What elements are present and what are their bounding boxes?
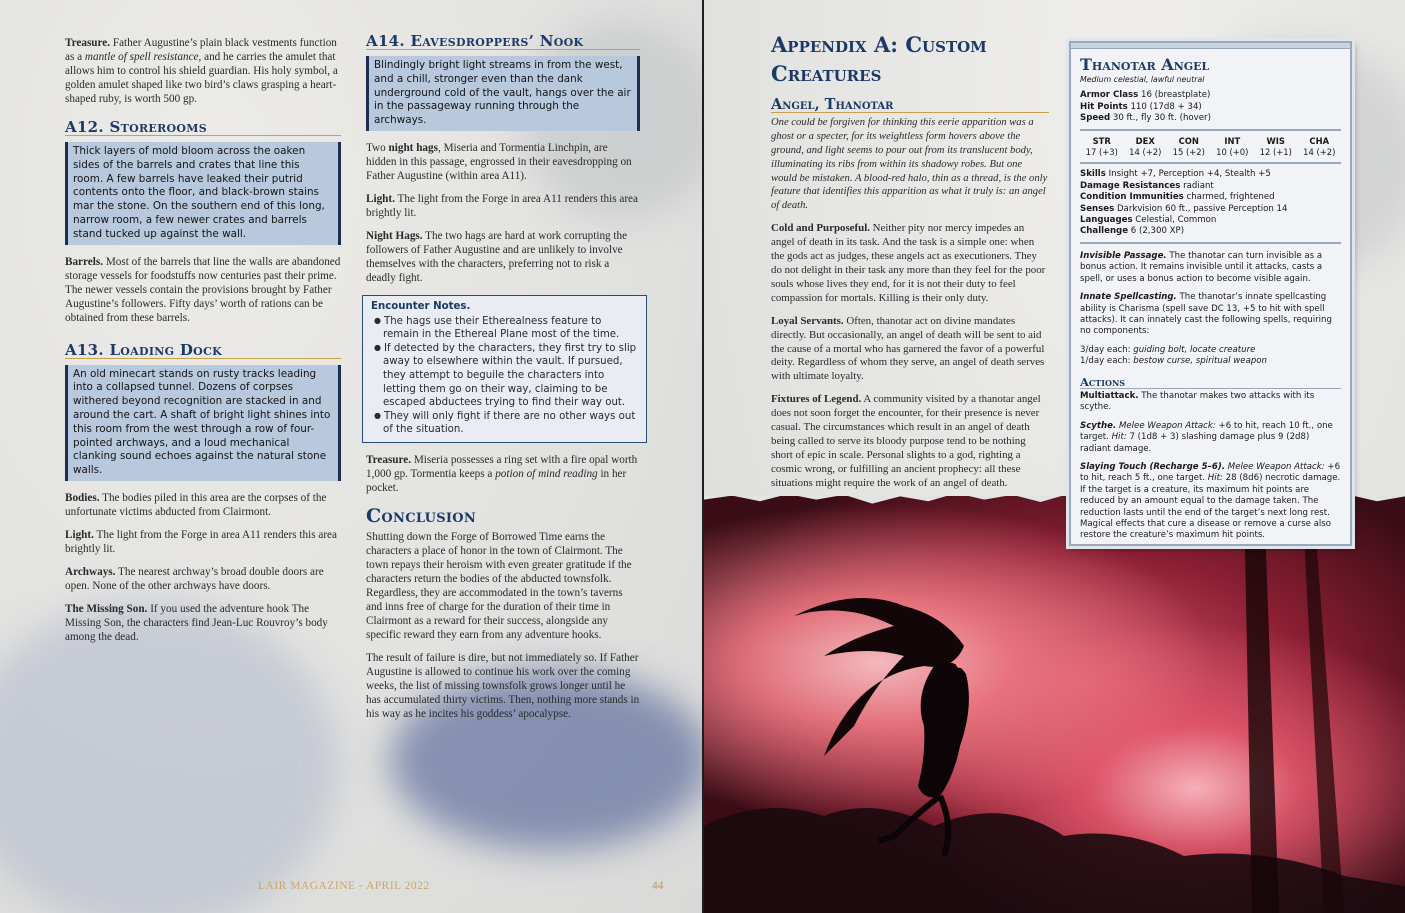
section-heading-a13: A13. Loading Dock: [65, 343, 341, 359]
conclusion-paragraph: The result of failure is dire, but not immediately so. If Father Augustine is allowed to continue his work over the coming weeks, the list of missing townsfolk grows longer until he has accumulated thirty victims. Then, nothing more stands in his way as he incites his goddess’ apocalypse.: [366, 651, 640, 720]
page-number: 44: [652, 880, 664, 892]
section-heading-a14: A14. Eavesdroppers’ Nook: [366, 34, 640, 50]
section-heading-conclusion: Conclusion: [366, 504, 477, 527]
cold-purposeful-paragraph: Cold and Purposeful. Neither pity nor mercy impedes an angel of death in its task. And the task is a simple one: when the gods act as judges, these angels act as executioners. They do not delight in their task any more than they feel for the poor souls whose lives they end, for it is not their duty to feel compassion for mortals. Killing is their only duty.: [771, 222, 1046, 304]
treasure-paragraph: Treasure. Father Augustine’s plain black vestments function as a mantle of spell resistance, and he carries the amulet that allows him to control his shield guardian. His holy symbol, a golden amulet shaped like two bird’s claws grasping a heart-shaped ruby, is worth 500 gp.: [65, 37, 338, 105]
ability-score: 10 (+0): [1216, 147, 1249, 158]
encounter-notes-list: [371, 315, 640, 437]
ability-name: WIS: [1266, 135, 1285, 146]
left-column-1: [65, 36, 341, 653]
challenge: Challenge 6 (2,300 XP): [1080, 226, 1185, 237]
scythe-action: Scythe. Melee Weapon Attack: +6 to hit, reach 10 ft., one target. Hit: 7 (1d8 + 3) slashing damage plus 9 (2d8) radiant damage.: [1080, 420, 1333, 454]
creature-intro: One could be forgiven for thinking this eerie apparition was a ghost or a specter, for its weightless form hovers above the ground, and light seems to pour out from its translucent body, illuminating its ribs from within its shadowy robes. But one would be mistaken. A blood-red halo, thin as a thread, is the only feature that identifies this apparition as what it truly is: an angel of death.: [771, 116, 1048, 212]
list-item: ● They will only fight if there are no other ways out of the situation.: [371, 410, 640, 437]
archways-paragraph: Archways. The nearest archway’s broad double doors are open. None of the other archways have doors.: [65, 565, 324, 592]
multiattack-action: Multiattack. The thanotar makes two attacks with its scythe.: [1080, 390, 1315, 413]
light-paragraph: Light. The light from the Forge in area A11 renders this area brightly lit.: [65, 528, 337, 555]
ability-score: 12 (+1): [1259, 147, 1292, 158]
stat-block: [1069, 41, 1352, 546]
bodies-paragraph: Bodies. The bodies piled in this area are the corpses of the unfortunate victims abducted from Clairmont.: [65, 491, 327, 518]
statblock-cap: [1071, 43, 1350, 49]
left-page: [0, 0, 702, 913]
damage-resistances: Damage Resistances radiant: [1080, 180, 1214, 191]
conclusion-paragraph: Shutting down the Forge of Borrowed Time earns the characters a place of honor in the town of Clairmont. The town repays their heroism with even greater gratitude if the characters return the bodies of the abducted townsfolk. Regardless, they are accommodated in the town’s taverns and inns free of charge for the duration of their time in Clairmont as a reward for their success, alongside any specific reward they earn from any adventure hooks.: [366, 530, 632, 641]
encounter-notes-box: [362, 295, 647, 443]
left-column-2: [366, 26, 640, 730]
hit-points: Hit Points 110 (17d8 + 34): [1080, 101, 1202, 112]
hag-treasure-paragraph: Treasure. Miseria possesses a ring set with a fire opal worth 1,000 gp. Tormentia keeps a potion of mind reading in her pocket.: [366, 453, 638, 494]
section-heading-a12: A12. Storerooms: [65, 120, 341, 136]
spells-3-per-day: 3/day each: guiding bolt, locate creature: [1080, 344, 1256, 355]
list-item: ● If detected by the characters, they first try to slip away to elsewhere within the vault. If pursued, they attempt to beguile the characters into letting them go on their way, claiming to be escaped abductees trying to find their way out.: [371, 342, 640, 410]
list-item: ● The hags use their Etherealness feature to remain in the Ethereal Plane most of the time.: [371, 315, 640, 342]
invisible-passage-trait: Invisible Passage. The thanotar can turn invisible as a bonus action. It remains invisible until it attacks, casts a spell, or uses a bonus action to become visible again.: [1080, 250, 1323, 284]
barrels-paragraph: Barrels. Most of the barrels that line the walls are abandoned storage vessels for foodstuffs now centuries past their prime. The newer vessels contain the provisions brought by Father Augustine’s followers. Fifty days’ worth of rations can be obtained from these barrels.: [65, 255, 341, 324]
spells-1-per-day: 1/day each: bestow curse, spiritual weapon: [1080, 356, 1267, 367]
slaying-touch-action: Slaying Touch (Recharge 5–6). Melee Weapon Attack: +6 to hit, reach 5 ft., one target. Hit: 28 (8d6) necrotic damage. If the target is a creature, its maximum hit points are reduced by an amount equal to the damage taken. The reduction lasts until the end of the target’s next long rest. Magical effects that cure a disease or remove a curse also restore the creature’s maximum hit points.: [1080, 461, 1341, 541]
condition-immunities: Condition Immunities charmed, frightened: [1080, 192, 1275, 203]
ability-name: CHA: [1309, 135, 1330, 146]
readaloud-box: An old minecart stands on rusty tracks leading into a collapsed tunnel. Dozens of corpses withered beyond recognition are stacked in and around the cart. A shaft of bright light shines into this room from the west through a row of four-pointed archways, and a loud mechanical clanking sound echoes against the natural stone walls.: [65, 365, 341, 481]
divider: [1080, 129, 1341, 131]
hags-intro-paragraph: Two night hags, Miseria and Tormentia Linchpin, are hidden in this passage, engrossed in their eavesdropping on Father Augustine (within area A11).: [366, 141, 632, 182]
ability-name: DEX: [1135, 135, 1155, 146]
armor-class: Armor Class 16 (breastplate): [1080, 90, 1211, 101]
appendix-title: Appendix A: Custom Creatures: [771, 32, 987, 86]
missing-son-paragraph: The Missing Son. If you used the adventure hook The Missing Son, the characters find Jean-Luc Rouvroy’s body among the dead.: [65, 602, 328, 643]
divider: [1080, 242, 1341, 244]
skills: Skills Insight +7, Perception +4, Stealth +5: [1080, 169, 1271, 180]
creature-name: Thanotar Angel: [1080, 55, 1210, 74]
page-footer: LAIR MAGAZINE - APRIL 2022: [258, 880, 430, 892]
divider: [1080, 162, 1341, 164]
languages: Languages Celestial, Common: [1080, 215, 1217, 226]
readaloud-box: Thick layers of mold bloom across the oaken sides of the barrels and crates that line this room. A few barrels have leaked their putrid contents onto the floor, and black-brown stains mar the stone. On the southern end of this long, narrow room, a few newer crates and barrels stand tucked up against the wall.: [65, 142, 341, 245]
actions-heading: Actions: [1080, 377, 1341, 389]
creature-type: Medium celestial, lawful neutral: [1080, 75, 1205, 84]
senses: Senses Darkvision 60 ft., passive Perception 14: [1080, 203, 1288, 214]
ability-name: INT: [1224, 135, 1241, 146]
creature-heading: Angel, Thanotar: [771, 98, 1049, 113]
encounter-notes-title: Encounter Notes.: [371, 300, 471, 312]
readaloud-box: Blindingly bright light streams in from the west, and a chill, stronger even than the dank underground cold of the vault, hangs over the air in the passageway running through the archways.: [366, 56, 640, 131]
right-column: [771, 98, 1049, 500]
night-hags-paragraph: Night Hags. The two hags are hard at work corrupting the followers of Father Augustine and are unlikely to involve themselves with the characters, preferring not to risk a deadly fight.: [366, 229, 628, 284]
angel-silhouette: [704, 496, 1405, 913]
ability-name: CON: [1178, 135, 1199, 146]
angel-illustration: [704, 496, 1405, 913]
speed: Speed 30 ft., fly 30 ft. (hover): [1080, 113, 1211, 124]
loyal-servants-paragraph: Loyal Servants. Often, thanotar act on divine mandates directly. But occasionally, an angel of death will be sent to aid the cause of a mortal who has garnered the favor of a powerful deity. Regardless of whom they serve, an angel of death serves with ultimate loyalty.: [771, 314, 1045, 383]
ability-score: 15 (+2): [1172, 147, 1205, 158]
innate-spellcasting-trait: Innate Spellcasting. The thanotar’s innate spellcasting ability is Charisma (spell save DC 13, +5 to hit with spell attacks). It can innately cast the following spells, requiring no components:: [1080, 292, 1332, 337]
ability-score: 14 (+2): [1129, 147, 1162, 158]
ability-score: 14 (+2): [1303, 147, 1336, 158]
fixtures-paragraph: Fixtures of Legend. A community visited by a thanotar angel does not soon forget the encounter, for their presence is never casual. The circumstances which result in an angel of death being called to serve its bloody purpose tend to be nothing short of epic in scale. Personal slights to a god, righting a cosmic wrong, or fulfilling an ancient prophecy: all these situations might require the work of an angel of death.: [771, 393, 1041, 489]
ability-score: 17 (+3): [1085, 147, 1118, 158]
light-paragraph: Light. The light from the Forge in area A11 renders this area brightly lit.: [366, 192, 638, 219]
ability-name: STR: [1092, 135, 1111, 146]
ability-scores: [1080, 136, 1341, 159]
